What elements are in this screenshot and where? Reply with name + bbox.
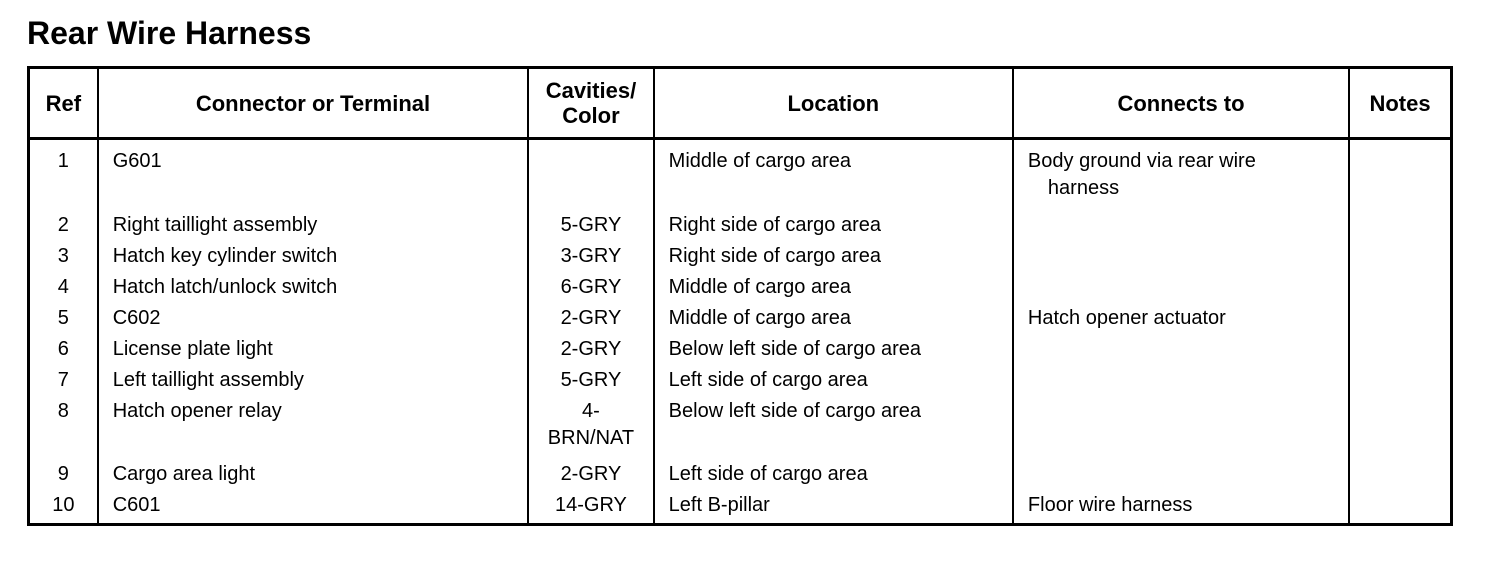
table-header-row [29,68,1452,139]
cell-notes [1349,243,1451,274]
cell-notes [1349,336,1451,367]
table-row [29,336,1452,367]
cell-ref: 6 [29,336,98,367]
cell-ref: 3 [29,243,98,274]
table-filler-row [29,523,1452,525]
header-ref: Ref [29,68,98,139]
cell-connector: G601 [98,139,529,212]
filler-cell [528,523,653,525]
cavities-line1: 6-GRY [560,275,622,298]
cell-connects-to [1013,243,1349,274]
cell-notes [1349,139,1451,212]
filler-cell [1349,523,1451,525]
cell-connects-to [1013,367,1349,398]
cell-ref: 9 [29,461,98,492]
harness-table [27,66,1453,526]
cavities-line1: 3-GRY [560,244,622,267]
cell-connector: Hatch key cylinder switch [98,243,529,274]
cell-notes [1349,367,1451,398]
cell-location: Left B-pillar [654,492,1013,523]
header-notes: Notes [1349,68,1451,139]
cell-cavities [528,461,653,492]
cell-cavities [528,305,653,336]
cell-connector: C602 [98,305,529,336]
cell-connects-to [1013,139,1349,212]
connects-to-line1: Body ground via rear wire [1027,150,1256,172]
cell-location: Left side of cargo area [654,367,1013,398]
cell-connects-to [1013,305,1349,336]
cell-cavities [528,398,653,460]
filler-cell [1013,523,1349,525]
table-row [29,243,1452,274]
cell-ref: 2 [29,212,98,243]
cell-notes [1349,274,1451,305]
table-row [29,398,1452,460]
cell-cavities [528,492,653,523]
cell-cavities [528,243,653,274]
header-location: Location [654,68,1013,139]
cell-connects-to [1013,461,1349,492]
cell-connector: Cargo area light [98,461,529,492]
cell-notes [1349,461,1451,492]
cell-location: Right side of cargo area [654,243,1013,274]
header-connects-to: Connects to [1013,68,1349,139]
cell-connector: C601 [98,492,529,523]
cell-cavities [528,336,653,367]
cell-ref: 5 [29,305,98,336]
header-cavities-line2: Color [562,103,620,128]
table-row [29,367,1452,398]
cell-ref: 8 [29,398,98,460]
cavities-line1: 5-GRY [560,213,622,236]
cell-connector: Hatch latch/unlock switch [98,274,529,305]
cell-connector: Hatch opener relay [98,398,529,460]
table-row [29,305,1452,336]
connects-to-line1: Hatch opener actuator [1027,306,1226,329]
table-row [29,461,1452,492]
cell-connects-to [1013,336,1349,367]
cell-notes [1349,212,1451,243]
cavities-line1: 5-GRY [560,369,622,392]
filler-cell [29,523,98,525]
cell-connects-to [1013,492,1349,523]
cell-cavities [528,212,653,243]
cell-location: Below left side of cargo area [654,336,1013,367]
cell-ref: 1 [29,139,98,212]
table-row [29,212,1452,243]
cell-ref: 4 [29,274,98,305]
cell-location: Left side of cargo area [654,461,1013,492]
cell-ref: 10 [29,492,98,523]
cavities-line1: 2-GRY [560,306,622,329]
page-title: Rear Wire Harness [27,15,312,51]
table-row [29,274,1452,305]
cell-connector: Left taillight assembly [98,367,529,398]
header-cavities [528,68,653,139]
cell-cavities [528,139,653,212]
cell-ref: 7 [29,367,98,398]
header-connector: Connector or Terminal [98,68,529,139]
connects-to-line2: harness [1047,177,1120,199]
cell-connects-to [1013,398,1349,460]
table-body [29,139,1452,525]
cell-cavities [528,274,653,305]
cell-connects-to [1013,274,1349,305]
cell-connector: Right taillight assembly [98,212,529,243]
table-row [29,139,1452,212]
cell-notes [1349,305,1451,336]
cavities-line1: 2-GRY [560,462,622,485]
cavities-line1: 4- [582,400,600,423]
cell-location: Right side of cargo area [654,212,1013,243]
cell-connector: License plate light [98,336,529,367]
filler-cell [98,523,529,525]
cell-location: Below left side of cargo area [654,398,1013,460]
cell-notes [1349,398,1451,460]
cell-cavities [528,367,653,398]
cell-location: Middle of cargo area [654,274,1013,305]
cell-location: Middle of cargo area [654,305,1013,336]
cavities-line2: BRN/NAT [547,427,635,450]
cell-notes [1349,492,1451,523]
connects-to-line1: Floor wire harness [1027,493,1193,516]
header-cavities-line1: Cavities/ [545,78,637,103]
table-row [29,492,1452,523]
cavities-line1: 2-GRY [560,338,622,361]
cell-connects-to [1013,212,1349,243]
filler-cell [654,523,1013,525]
cavities-line1: 14-GRY [555,493,627,516]
cell-location: Middle of cargo area [654,139,1013,212]
